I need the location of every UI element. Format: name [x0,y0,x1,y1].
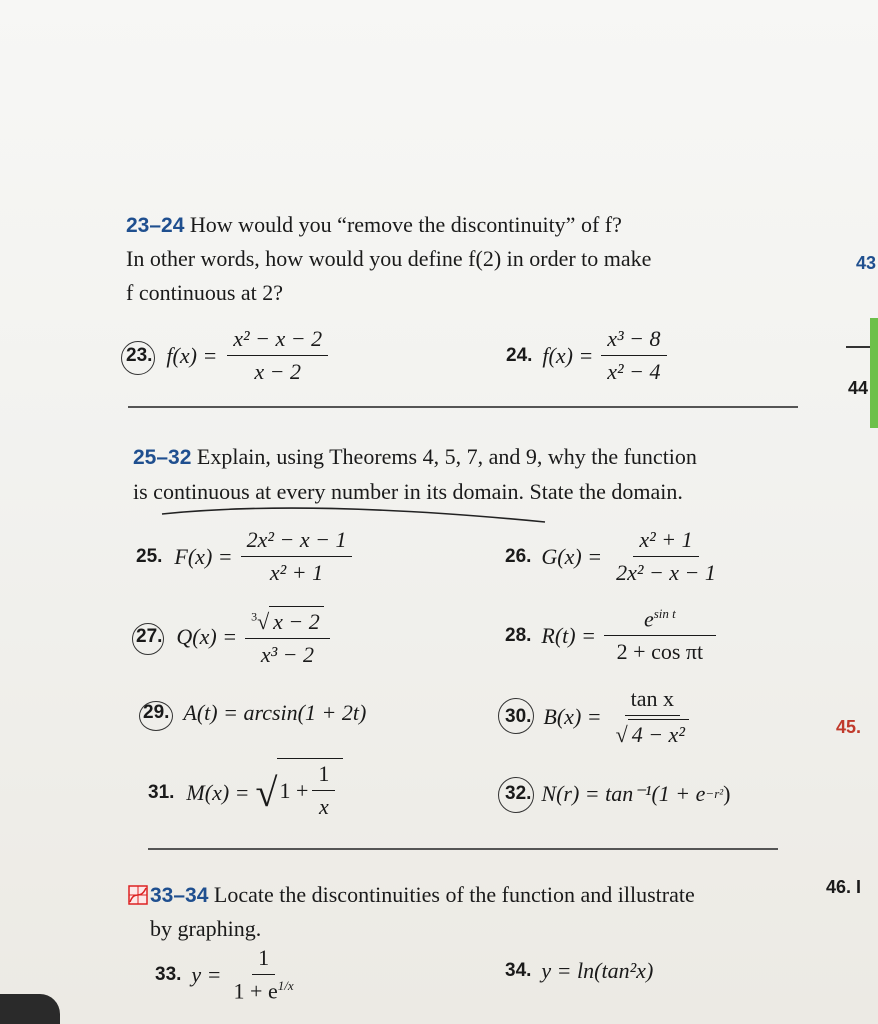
problem-lhs: y = [191,961,222,987]
numerator [604,606,716,636]
problem-number: 34. [505,960,532,981]
exponent: sin t [653,606,676,621]
problem-32 [505,781,730,807]
denominator: x [319,794,329,819]
section-range: 25–32 [133,446,192,469]
fraction [228,945,300,1004]
fraction [610,686,695,748]
intro-line: How would you “remove the discontinuity” of f? [189,212,622,237]
problem-lhs: f(x) = [542,342,594,368]
problem-23 [126,326,332,385]
problem-number: 27. [136,626,163,647]
margin-problem-number: 44 [848,378,869,398]
denominator: x − 2 [254,359,302,384]
radicand [277,758,343,820]
problem-number: 28. [505,624,532,646]
denominator-base: 1 + e [233,978,278,1004]
section-range: 33–34 [150,884,209,907]
problem-number: 24. [506,344,533,366]
section-divider [148,848,778,850]
problem-lhs: R(t) = [541,622,596,648]
problem-number: 29. [143,702,170,723]
denominator: 2x² − x − 1 [616,560,716,585]
fraction [227,326,328,385]
problem-lhs: Q(x) = [176,624,238,649]
numerator: 1 [312,761,335,791]
numerator: x³ − 8 [601,326,666,356]
close-paren: ) [723,781,731,806]
exponent: −r² [705,786,724,801]
fraction [241,527,353,586]
denominator [228,975,300,1004]
problem-lhs: F(x) = [174,543,233,569]
problem-number: 33. [155,963,182,985]
side-tab-marker [870,318,878,428]
problem-28 [505,606,720,665]
margin-problem-number: 43 [856,253,877,273]
numerator: tan x [625,686,680,716]
intro-line: In other words, how would you define f(2) in order to make [126,246,652,271]
section-25-32-intro [133,440,697,475]
intro-line: f continuous at 2? [126,280,284,305]
handwritten-underline [160,500,550,530]
problem-30 [505,686,699,748]
graphing-device-icon [128,885,148,905]
intro-line: is continuous at every number in its domain. State the domain. [133,479,683,504]
problem-31 [148,761,343,820]
section-range: 23–24 [126,214,185,237]
section-33-34-intro [150,878,695,913]
problem-number: 25. [136,545,163,567]
denominator: x² + 1 [269,560,324,585]
problem-lhs: G(x) = [541,543,603,569]
fraction [245,606,330,668]
intro-line: Locate the discontinuities of the function and illustrate [213,882,695,907]
numerator: 1 [252,945,275,975]
problem-27 [136,606,334,668]
numerator: x² + 1 [633,527,698,557]
numerator: x² − x − 2 [227,326,328,356]
corner-shadow [0,994,60,1024]
problem-lhs: f(x) = [166,342,218,368]
exponent: 1/x [277,978,294,993]
problem-24 [506,326,671,385]
problem-number: 31. [148,782,175,803]
radicand: 4 − x² [628,719,689,748]
margin-problem-number: 46. I [826,877,862,897]
radicand: x − 2 [269,606,324,635]
root-index: 3 [251,609,258,624]
cube-root: $^3$√ x − 2 [251,606,324,635]
problem-26 [505,527,726,586]
fraction [604,606,716,665]
problem-number: 23. [126,344,153,366]
section-divider [128,406,798,408]
problem-33 [155,945,304,1004]
problem-34 [505,958,653,984]
denominator: x³ − 2 [260,642,315,667]
fraction [312,761,335,820]
problem-expression: N(r) = tan⁻¹(1 + e [541,781,706,806]
radicand-term: 1 + [279,777,309,803]
problem-25 [136,527,356,586]
denominator: x² − 4 [607,359,661,384]
numerator [245,606,330,639]
intro-line: Explain, using Theorems 4, 5, 7, and 9, why the function [196,444,697,469]
problem-number: 30. [505,706,532,727]
denominator: 2 + cos πt [616,639,704,665]
numerator: 2x² − x − 1 [241,527,353,557]
intro-line: by graphing. [150,916,262,941]
margin-problem-number: 45. [836,717,862,737]
problem-lhs: B(x) = [543,704,602,729]
problem-number: 32. [505,783,532,804]
radical-sign: √ [255,770,278,815]
problem-expression: A(t) = arcsin(1 + 2t) [183,700,367,725]
fraction [601,326,666,385]
problem-expression: y = ln(tan²x) [541,958,654,983]
problem-lhs: M(x) = [186,780,250,805]
problem-number: 26. [505,545,532,567]
denominator: √ 4 − x² [610,716,695,748]
section-23-24-intro [126,208,622,243]
fraction [610,527,722,586]
problem-29 [143,700,366,726]
base: e [643,606,654,632]
